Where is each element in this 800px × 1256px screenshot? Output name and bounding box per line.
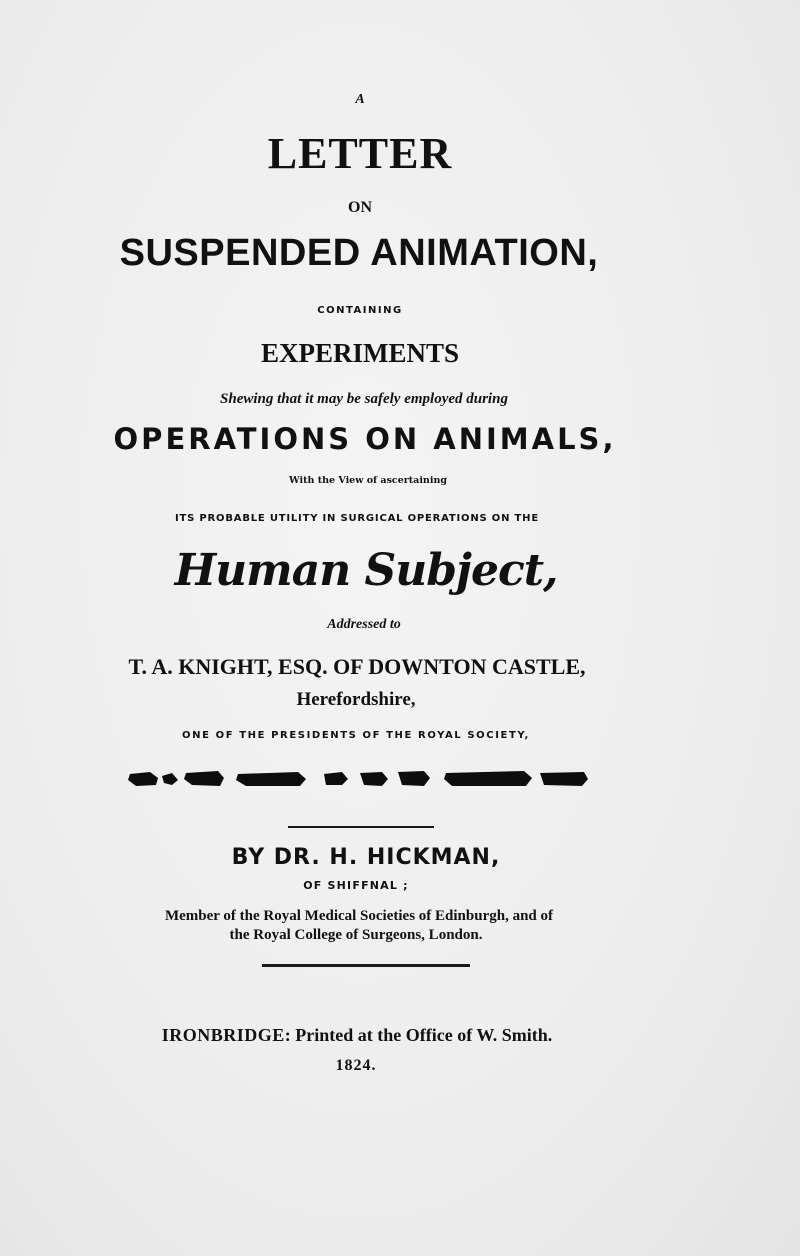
imprint-place: IRONBRIDGE [161, 1025, 285, 1045]
credentials-line-2: the Royal College of Surgeons, London. [229, 927, 483, 943]
county-line: Herefordshire, [296, 689, 416, 710]
with-view-line: With the View of ascertaining [289, 475, 447, 486]
illegible-line [128, 768, 588, 788]
imprint-line [0, 1026, 714, 1044]
title-suspended-animation: SUSPENDED ANIMATION, [119, 232, 599, 274]
shewing-line: Shewing that it may be safely employed during [220, 391, 508, 407]
divider-rule [288, 826, 434, 828]
divider-rule-lower [262, 964, 470, 967]
operations-heading: OPERATIONS ON ANIMALS, [113, 422, 617, 456]
author-place-line: OF SHIFFNAL ; [303, 879, 409, 892]
utility-line: ITS PROBABLE UTILITY IN SURGICAL OPERATIONS ON THE [175, 513, 539, 524]
addressed-to-line: Addressed to [327, 617, 401, 632]
containing-line: CONTAINING [317, 305, 403, 316]
imprint-year: 1824. [335, 1057, 377, 1074]
title-on: ON [348, 199, 372, 216]
human-subject-heading: Human Subject, [174, 545, 558, 596]
presidents-line: ONE OF THE PRESIDENTS OF THE ROYAL SOCIETY, [182, 730, 530, 741]
author-line: BY DR. H. HICKMAN, [231, 845, 501, 870]
title-letter: LETTER [267, 129, 453, 178]
credentials-line-1: Member of the Royal Medical Societies of Edinburgh, and of [164, 908, 554, 924]
addressee-line: T. A. KNIGHT, ESQ. OF DOWNTON CASTLE, [128, 654, 586, 679]
article-a: A [355, 92, 365, 107]
imprint-printer: : Printed at the Office of W. Smith. [284, 1025, 553, 1045]
experiments-heading: EXPERIMENTS [260, 338, 460, 368]
